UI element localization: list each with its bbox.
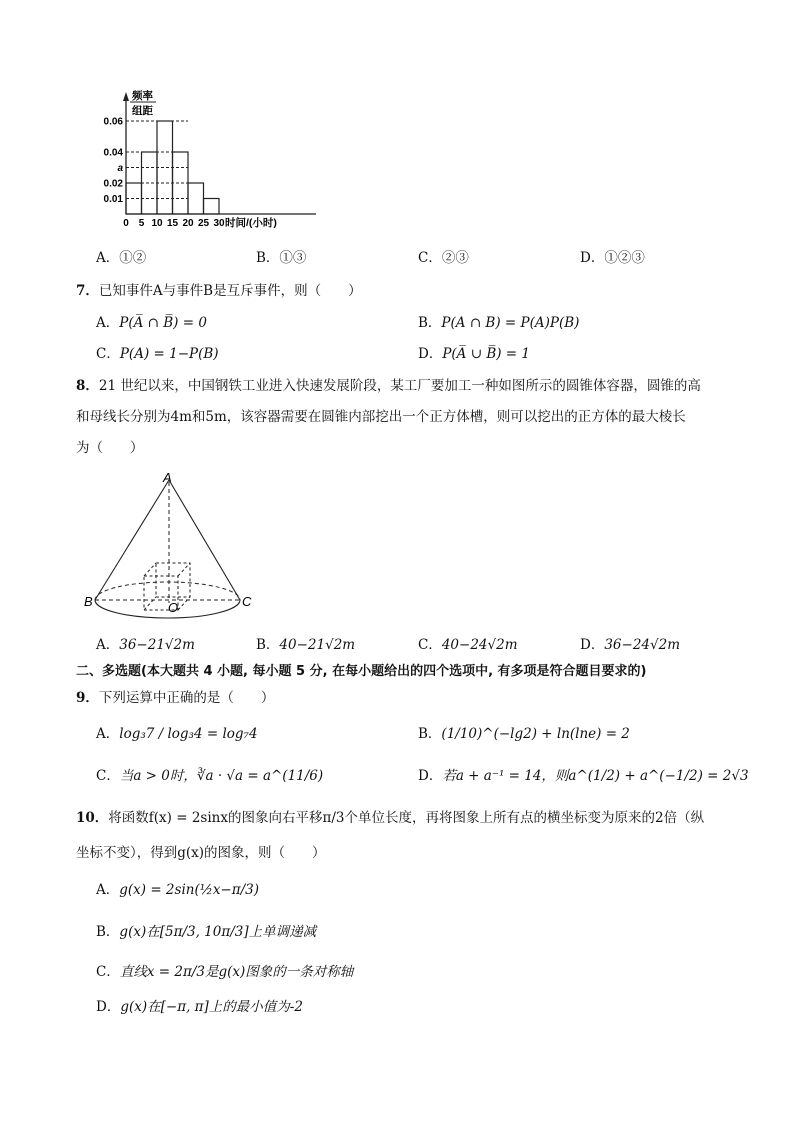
cone-left-edge [95,480,169,600]
option-text: 36−21√2m [119,637,195,653]
option-text: P(A ∩ B) = P(A)P(B) [441,315,580,331]
q9-stem [76,686,274,706]
q6-option-c[interactable] [418,246,469,266]
q8-stem-line-2: 和母线长分别为4m和5m，该容器需要在圆锥内部挖出一个正方体槽，则可以挖出的正方体的最大棱长 [76,409,686,425]
option-letter: A． [96,315,120,331]
label-o: O [168,600,179,615]
question-text: 将函数f(x) = 2sinx的图象向右平移π/3个单位长度，再将图象上所有点的横坐标变为原来的2倍（纵 [108,810,705,826]
option-letter: D． [580,250,605,266]
q10-option-c[interactable] [96,960,353,980]
y-label-top: 频率 [132,90,153,102]
y-label-bottom: 组距 [132,105,153,117]
label-c: C [242,594,252,609]
option-text: ①②③ [604,250,645,266]
inner-cube [144,563,190,610]
option-text: 40−21√2m [279,637,356,653]
histogram-bar [188,183,204,214]
y-tick-label: 0.04 [103,147,123,159]
option-text: 当a > 0时，∛a · √a = a^(11/6) [119,768,324,784]
q6-option-a[interactable] [96,246,146,266]
option-letter: A． [96,726,120,742]
option-text: log₃7 / log₃4 = log₇4 [119,726,258,742]
option-letter: C． [96,964,120,980]
q7-option-c[interactable] [96,342,219,362]
histogram-bar [157,121,173,214]
option-letter: B． [418,726,442,742]
option-text: P(A̅ ∩ B̅) = 0 [119,315,207,331]
question-number: 9． [76,690,99,706]
q10-stem-line-1 [76,806,704,826]
cone-right-edge [169,480,240,600]
q9-option-d[interactable] [418,764,749,784]
option-letter: D． [580,637,605,653]
x-tick-label: 30 [213,218,225,229]
q8-option-d[interactable] [580,633,680,653]
question-number: 10． [76,810,109,826]
option-letter: B． [418,315,442,331]
q7-option-b[interactable] [418,311,579,331]
q6-option-d[interactable] [580,246,645,266]
histogram-bar [204,199,220,215]
x-tick-label: 0 [123,218,129,229]
option-letter: C． [96,768,120,784]
question-text: 已知事件A与事件B是互斥事件，则（ ） [98,283,362,299]
cone-figure [80,470,270,620]
q8-option-b[interactable] [256,633,355,653]
option-letter: C． [418,637,442,653]
x-axis-label: 时间/(小时) [225,217,277,229]
q7-option-a[interactable] [96,311,207,331]
histogram-bar [173,152,189,214]
q10-option-a[interactable] [96,878,259,898]
option-text: g(x) = 2sin(½x−π/3) [119,882,260,898]
x-tick-label: 20 [182,218,194,229]
question-number: 7． [76,283,99,299]
x-tick-label: 10 [151,218,163,229]
q6-option-b[interactable] [256,246,306,266]
option-letter: D． [418,346,443,362]
label-a: A [163,470,172,485]
option-letter: C． [418,250,442,266]
option-text: ①② [119,250,147,266]
q9-option-a[interactable] [96,722,258,742]
option-letter: B． [96,924,120,940]
y-tick-label: 0.02 [103,178,123,190]
option-text: ②③ [441,250,469,266]
q8-stem-line-1 [76,374,701,394]
x-tick-label: 15 [166,218,179,229]
option-letter: D． [96,999,121,1015]
option-text: P(A̅ ∪ B̅) = 1 [442,346,530,362]
q9-option-b[interactable] [418,722,630,742]
q9-option-c[interactable] [96,764,323,784]
frequency-histogram [96,86,326,234]
option-letter: A． [96,250,120,266]
x-tick-label: 5 [138,218,145,229]
option-text: g(x)在[−π, π]上的最小值为-2 [120,999,303,1015]
q10-stem-line-2: 坐标不变），得到g(x)的图象，则（ ） [76,845,326,861]
option-letter: C． [96,346,120,362]
question-number: 8． [76,378,99,394]
x-tick-label: 25 [197,218,210,229]
q7-stem [76,279,362,299]
option-letter: B． [256,637,280,653]
label-b: B [84,594,93,609]
option-text: (1/10)^(−lg2) + ln(lne) = 2 [441,726,630,742]
q8-option-c[interactable] [418,633,518,653]
option-text: P(A) = 1−P(B) [119,346,219,362]
option-text: ①③ [279,250,307,266]
q10-option-b[interactable] [96,920,316,940]
y-tick-label: a [117,163,123,174]
q7-option-d[interactable] [418,342,530,362]
option-text: 40−24√2m [441,637,518,653]
option-text: 直线x = 2π/3是g(x)图象的一条对称轴 [119,964,354,980]
option-letter: A． [96,882,120,898]
q10-option-d[interactable] [96,995,303,1015]
section-title: 二、多选题(本大题共 4 小题, 每小题 5 分, 在每小题给出的四个选项中, 有多项是符合题目要求的) [76,664,647,679]
question-text: 下列运算中正确的是（ ） [98,690,275,706]
y-tick-label: 0.01 [103,194,123,205]
option-text: g(x)在[5π/3, 10π/3]上单调递减 [119,924,317,940]
q8-option-a[interactable] [96,633,195,653]
y-tick-label: 0.06 [103,116,123,128]
question-text: 21 世纪以来，中国钢铁工业进入快速发展阶段，某工厂要加工一种如图所示的圆锥体容器，圆锥的高 [98,378,701,394]
option-text: 36−24√2m [604,637,680,653]
y-axis-arrow [123,92,129,101]
option-letter: B． [256,250,280,266]
option-letter: A． [96,637,120,653]
option-text: 若a + a⁻¹ = 14，则a^(1/2) + a^(−1/2) = 2√3 [442,768,749,784]
q8-stem-line-3: 为（ ） [76,440,144,456]
option-letter: D． [418,768,443,784]
